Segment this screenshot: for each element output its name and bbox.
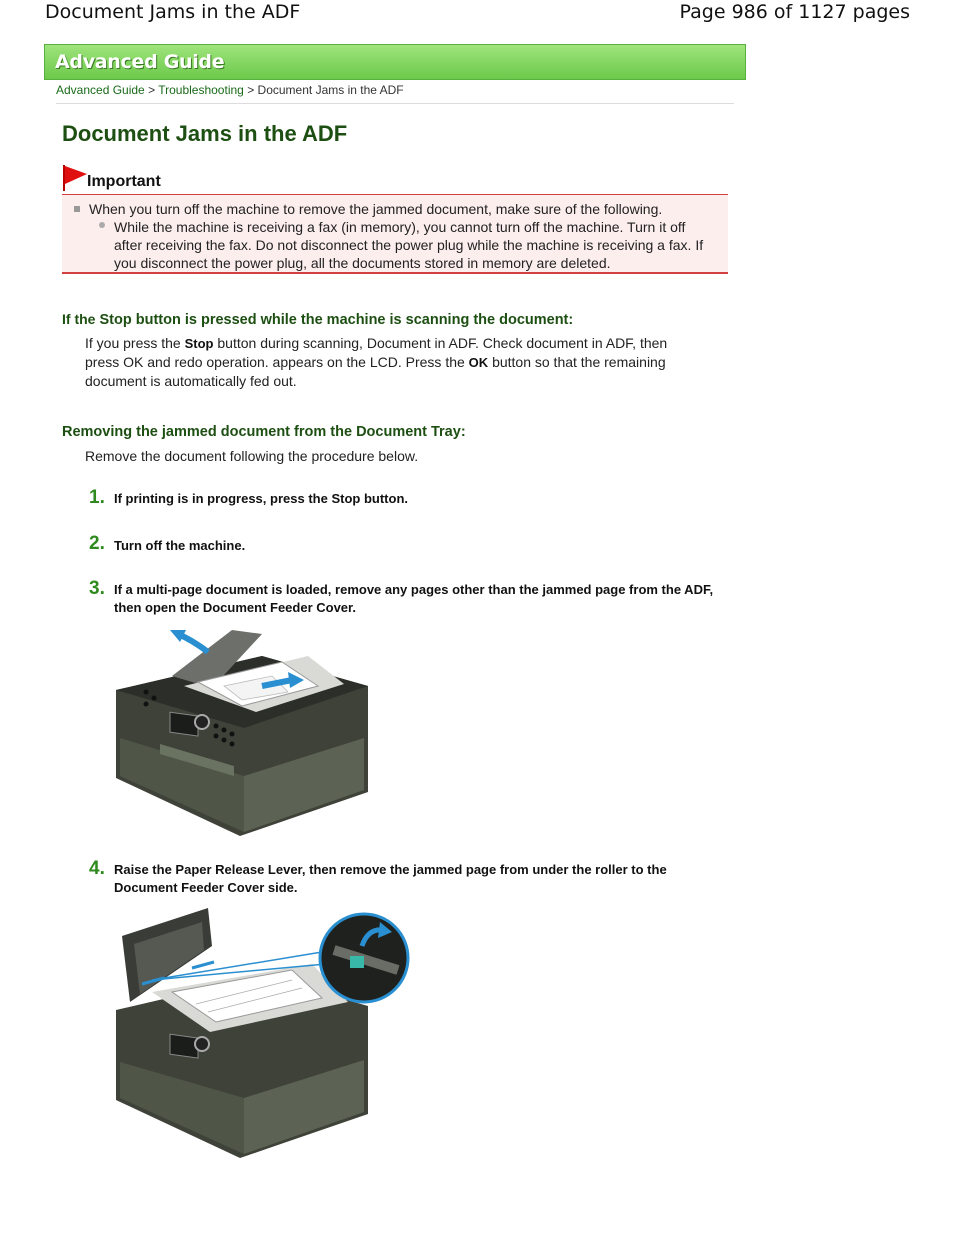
page-header-title: Document Jams in the ADF [45,1,301,23]
breadcrumb-troubleshooting[interactable]: Troubleshooting [158,83,244,97]
advanced-guide-banner [44,44,746,80]
breadcrumb [56,83,404,97]
step-number: 4. [89,858,105,879]
breadcrumb-current: Document Jams in the ADF [257,83,404,97]
step-1-text [114,490,714,508]
banner-label: Advanced Guide [55,51,225,73]
step-1-stop-keyword: Stop [331,491,361,506]
heading-prefix: If the [62,311,96,327]
heading-main: Stop button is pressed while the machine is scanning the document: [99,312,574,328]
stop-keyword: Stop [184,336,214,351]
stop-text-c: button so that the remaining document is automatically fed out. [85,354,666,389]
step-number: 2. [89,533,105,554]
printer-adf-open-illustration [112,626,372,838]
important-line-2: While the machine is receiving a fax (in memory), you cannot turn off the machine. Turn it off after receiving the fax. Do not disconnect the power plug while the machine is receiving a fax. If you disconnect the power plug, all the documents stored in memory are deleted. [114,219,704,271]
step-1-text-a: If printing is in progress, press the [114,491,328,506]
breadcrumb-separator: > [247,83,255,97]
important-line-1: When you turn off the machine to remove the jammed document, make sure of the following. [89,201,663,217]
section-heading-stop [62,311,573,328]
step-number: 3. [89,578,105,599]
tray-intro: Remove the document following the procedure below. [85,448,419,464]
round-bullet-icon [99,222,105,228]
page-header [0,0,954,30]
step-3-text: If a multi-page document is loaded, remove any pages other than the jammed page from the ADF, then open the Document Feeder Cover. [114,582,714,615]
section-heading-tray: Removing the jammed document from the Document Tray: [62,424,466,440]
square-bullet-icon [74,206,80,212]
page-number: Page 986 of 1127 pages [679,1,910,23]
important-label: Important [87,173,161,190]
important-box [62,194,728,274]
step-4-text: Raise the Paper Release Lever, then remove the jammed page from under the roller to the Document Feeder Cover side. [114,862,667,895]
breadcrumb-advanced-guide[interactable]: Advanced Guide [56,83,145,97]
breadcrumb-divider [56,103,734,104]
page-title: Document Jams in the ADF [62,121,348,146]
stop-paragraph [85,334,695,390]
printer-paper-release-lever-illustration [112,906,412,1160]
red-flag-icon [62,164,88,192]
breadcrumb-separator: > [148,83,156,97]
stop-text-a: If you press the [85,335,181,351]
step-number: 1. [89,487,105,508]
stop-text-b: button during scanning, Document in ADF. Check document in ADF, then press OK and redo operation. appears on the LCD. Press the [85,335,668,370]
step-1-text-b: button. [363,491,409,506]
step-2-text: Turn off the machine. [114,538,246,553]
ok-keyword: OK [468,355,489,370]
